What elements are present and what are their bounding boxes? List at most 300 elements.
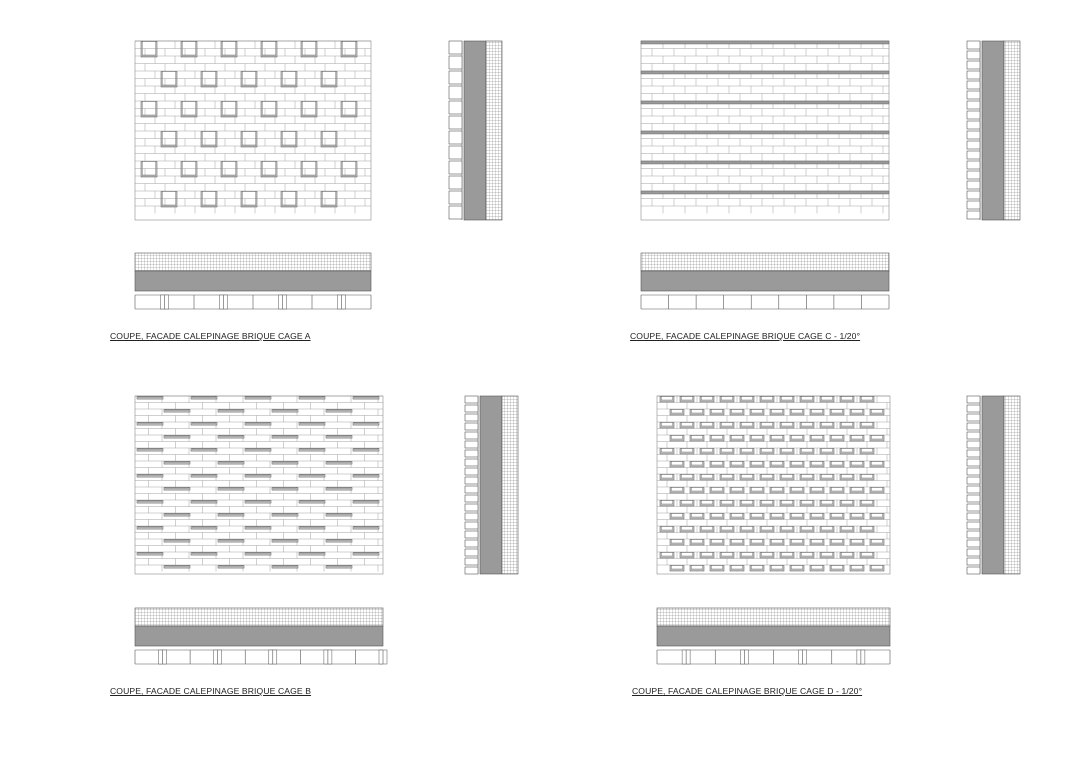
- brick-face: [751, 410, 763, 414]
- insulation-layer: [486, 41, 502, 220]
- brick-face: [342, 102, 356, 116]
- brick-face: [138, 501, 162, 502]
- brick-face: [751, 436, 763, 440]
- brick-face: [322, 192, 336, 206]
- brick-face: [661, 423, 673, 427]
- brick-profile: [967, 468, 980, 475]
- brick-face: [761, 475, 773, 479]
- panel-cage-d: [657, 396, 1020, 664]
- brick-face: [711, 462, 723, 466]
- brick-profile: [967, 101, 980, 109]
- brick-face: [871, 488, 883, 492]
- insulation-band: [657, 608, 890, 626]
- brick-face: [791, 514, 803, 518]
- brick-face: [300, 423, 324, 424]
- brick-face: [731, 566, 743, 570]
- insulation-band: [641, 253, 889, 271]
- brick-face: [661, 397, 673, 401]
- brick-face: [721, 449, 733, 453]
- brick-face: [138, 397, 162, 398]
- brick-face: [327, 436, 351, 437]
- brick-face: [202, 132, 216, 146]
- brick-face: [821, 449, 833, 453]
- brick-face: [811, 436, 823, 440]
- brick-face: [219, 410, 243, 411]
- brick-profile: [967, 558, 980, 565]
- brick-face: [246, 501, 270, 502]
- brick-face: [871, 566, 883, 570]
- brick-face: [701, 475, 713, 479]
- brick-face: [273, 436, 297, 437]
- brick-face: [721, 527, 733, 531]
- brick-face: [741, 397, 753, 401]
- brick-face: [741, 527, 753, 531]
- brick-profile: [465, 522, 478, 529]
- brick-profile: [967, 504, 980, 511]
- brick-face: [273, 540, 297, 541]
- brick-profile: [465, 396, 478, 403]
- brick-face: [731, 514, 743, 518]
- brick-face: [861, 501, 873, 505]
- brick-face: [801, 397, 813, 401]
- brick-face: [302, 42, 316, 56]
- brick-face: [138, 527, 162, 528]
- brick-face: [831, 514, 843, 518]
- brick-face: [851, 410, 863, 414]
- brick-face: [192, 475, 216, 476]
- brick-face: [661, 501, 673, 505]
- brick-profile: [449, 161, 462, 174]
- brick-face: [691, 436, 703, 440]
- brick-profile: [465, 549, 478, 556]
- brick-profile: [967, 540, 980, 547]
- brick-profile: [967, 131, 980, 139]
- brick-profile: [967, 486, 980, 493]
- brick-profile: [465, 504, 478, 511]
- brick-face: [262, 42, 276, 56]
- brick-profile: [967, 41, 980, 49]
- brick-profile: [967, 171, 980, 179]
- brick-face: [731, 462, 743, 466]
- brick-profile: [967, 201, 980, 209]
- brick-face: [711, 566, 723, 570]
- brick-face: [354, 449, 378, 450]
- brick-face: [142, 42, 156, 56]
- brick-profile: [967, 567, 980, 574]
- brick-face: [300, 475, 324, 476]
- brick-face: [761, 501, 773, 505]
- brick-face: [711, 410, 723, 414]
- brick-face: [741, 501, 753, 505]
- brick-face: [831, 436, 843, 440]
- brick-face: [821, 423, 833, 427]
- brick-face: [219, 462, 243, 463]
- brick-profile: [967, 396, 980, 403]
- brick-face: [138, 553, 162, 554]
- brick-face: [761, 449, 773, 453]
- brick-face: [681, 397, 693, 401]
- brick-face: [861, 553, 873, 557]
- brick-profile: [465, 459, 478, 466]
- brick-face: [851, 462, 863, 466]
- caption-cage-b: COUPE, FACADE CALEPINAGE BRIQUE CAGE B: [110, 686, 312, 696]
- brick-face: [691, 566, 703, 570]
- brick-face: [661, 527, 673, 531]
- brick-face: [821, 527, 833, 531]
- brick-face: [322, 72, 336, 86]
- brick-face: [861, 527, 873, 531]
- brick-face: [731, 488, 743, 492]
- brick-face: [671, 566, 683, 570]
- brick-face: [751, 566, 763, 570]
- brick-face: [841, 553, 853, 557]
- brick-face: [701, 423, 713, 427]
- brick-profile: [465, 423, 478, 430]
- brick-face: [192, 423, 216, 424]
- brick-profile: [967, 423, 980, 430]
- concrete-wall: [464, 41, 486, 220]
- brick-face: [791, 540, 803, 544]
- brick-face: [801, 423, 813, 427]
- brick-profile: [967, 141, 980, 149]
- brick-profile: [967, 191, 980, 199]
- panel-cage-c: [641, 41, 1020, 309]
- brick-face: [219, 566, 243, 567]
- brick-profile: [967, 432, 980, 439]
- brick-face: [841, 423, 853, 427]
- brick-face: [791, 566, 803, 570]
- brick-face: [202, 72, 216, 86]
- brick-face: [801, 501, 813, 505]
- brick-face: [811, 540, 823, 544]
- brick-face: [751, 540, 763, 544]
- brick-profile: [967, 522, 980, 529]
- facade-elevation-cage-a: [135, 41, 371, 220]
- brick-face: [165, 462, 189, 463]
- brick-profile: [449, 116, 462, 129]
- brick-profile: [967, 71, 980, 79]
- brick-profile: [967, 211, 980, 219]
- facade-elevation-cage-b: [135, 396, 383, 574]
- panel-cage-b: [135, 396, 518, 664]
- brick-face: [681, 423, 693, 427]
- brick-face: [165, 514, 189, 515]
- brick-face: [691, 514, 703, 518]
- brick-face: [731, 540, 743, 544]
- brick-face: [219, 436, 243, 437]
- brick-face: [781, 501, 793, 505]
- brick-profile: [465, 468, 478, 475]
- brick-face: [262, 102, 276, 116]
- brick-face: [821, 397, 833, 401]
- brick-face: [300, 553, 324, 554]
- brick-face: [246, 527, 270, 528]
- brick-face: [300, 501, 324, 502]
- brick-profile: [465, 558, 478, 565]
- brick-face: [761, 553, 773, 557]
- brick-face: [721, 423, 733, 427]
- brick-profile: [465, 441, 478, 448]
- brick-face: [771, 488, 783, 492]
- brick-profile: [967, 495, 980, 502]
- brick-face: [202, 192, 216, 206]
- brick-face: [691, 410, 703, 414]
- wall-section-vertical-cage-d: [967, 396, 1020, 574]
- brick-face: [192, 527, 216, 528]
- brick-face: [671, 462, 683, 466]
- brick-face: [781, 449, 793, 453]
- brick-face: [851, 514, 863, 518]
- brick-face: [681, 553, 693, 557]
- brick-face: [242, 72, 256, 86]
- brick-face: [671, 410, 683, 414]
- brick-face: [182, 42, 196, 56]
- brick-face: [273, 462, 297, 463]
- brick-face: [771, 462, 783, 466]
- brick-face: [751, 488, 763, 492]
- brick-face: [182, 102, 196, 116]
- brick-face: [282, 72, 296, 86]
- brick-face: [192, 449, 216, 450]
- brick-face: [282, 192, 296, 206]
- brick-face: [138, 423, 162, 424]
- brick-profile: [449, 101, 462, 114]
- wall-section-plan-cage-d: [657, 608, 890, 664]
- brick-face: [831, 540, 843, 544]
- brick-face: [222, 42, 236, 56]
- concrete-band: [641, 271, 889, 291]
- brick-profile: [967, 405, 980, 412]
- brick-face: [138, 449, 162, 450]
- concrete-wall: [982, 41, 1004, 220]
- wall-section-plan-cage-b: [135, 608, 387, 664]
- brick-face: [262, 162, 276, 176]
- wall-section-vertical-cage-c: [967, 41, 1020, 220]
- brick-face: [246, 475, 270, 476]
- brick-face: [192, 397, 216, 398]
- brick-profile: [465, 531, 478, 538]
- brick-face: [831, 488, 843, 492]
- caption-cage-d: COUPE, FACADE CALEPINAGE BRIQUE CAGE D - 1/20°: [632, 686, 863, 696]
- brick-profile: [449, 41, 462, 54]
- brick-face: [841, 475, 853, 479]
- brick-face: [741, 475, 753, 479]
- projecting-brick-course: [641, 131, 889, 134]
- brick-profile: [967, 181, 980, 189]
- brick-face: [165, 566, 189, 567]
- brick-face: [711, 488, 723, 492]
- brick-face: [681, 527, 693, 531]
- brick-face: [222, 162, 236, 176]
- brick-face: [851, 436, 863, 440]
- brick-face: [354, 423, 378, 424]
- brick-face: [300, 527, 324, 528]
- brick-face: [302, 102, 316, 116]
- brick-profile: [967, 531, 980, 538]
- brick-face: [273, 488, 297, 489]
- brick-face: [327, 410, 351, 411]
- brick-face: [711, 514, 723, 518]
- facade-elevation-cage-d: [657, 396, 890, 574]
- brick-profile: [449, 131, 462, 144]
- brick-face: [354, 553, 378, 554]
- brick-face: [801, 449, 813, 453]
- brick-face: [681, 449, 693, 453]
- brick-profile: [967, 477, 980, 484]
- brick-face: [661, 449, 673, 453]
- brick-face: [354, 397, 378, 398]
- brick-face: [342, 162, 356, 176]
- brick-face: [841, 397, 853, 401]
- brick-profile: [465, 432, 478, 439]
- brick-face: [841, 449, 853, 453]
- brick-face: [811, 488, 823, 492]
- brick-profile: [967, 151, 980, 159]
- brick-face: [701, 553, 713, 557]
- brick-face: [701, 501, 713, 505]
- brick-face: [781, 527, 793, 531]
- brick-face: [801, 553, 813, 557]
- brick-face: [273, 514, 297, 515]
- brick-face: [761, 423, 773, 427]
- brick-face: [721, 475, 733, 479]
- brick-face: [831, 462, 843, 466]
- brick-face: [354, 527, 378, 528]
- brick-face: [300, 397, 324, 398]
- brick-profile: [465, 477, 478, 484]
- brick-face: [711, 436, 723, 440]
- brick-face: [327, 488, 351, 489]
- brick-face: [771, 540, 783, 544]
- brick-face: [851, 488, 863, 492]
- brick-face: [731, 410, 743, 414]
- brick-face: [162, 72, 176, 86]
- projecting-brick-course: [641, 41, 889, 44]
- brick-face: [691, 488, 703, 492]
- brick-profile: [967, 61, 980, 69]
- brick-face: [691, 540, 703, 544]
- brick-face: [222, 102, 236, 116]
- concrete-band: [135, 626, 383, 646]
- brick-face: [781, 423, 793, 427]
- brick-face: [300, 449, 324, 450]
- brick-face: [273, 410, 297, 411]
- brick-face: [701, 397, 713, 401]
- brick-profile: [967, 459, 980, 466]
- brick-face: [821, 501, 833, 505]
- brick-profile: [465, 405, 478, 412]
- brick-face: [246, 423, 270, 424]
- wall-section-vertical-cage-b: [465, 396, 518, 574]
- brick-face: [871, 514, 883, 518]
- brick-face: [741, 553, 753, 557]
- brick-face: [791, 436, 803, 440]
- brick-face: [327, 566, 351, 567]
- brick-face: [741, 423, 753, 427]
- brick-face: [711, 540, 723, 544]
- brick-profile: [967, 51, 980, 59]
- brick-profile: [465, 513, 478, 520]
- brick-profile: [465, 540, 478, 547]
- brick-profile: [449, 206, 462, 219]
- brick-face: [192, 553, 216, 554]
- brick-face: [801, 475, 813, 479]
- brick-face: [165, 436, 189, 437]
- brick-face: [781, 475, 793, 479]
- brick-face: [142, 102, 156, 116]
- brick-face: [182, 162, 196, 176]
- brick-face: [162, 192, 176, 206]
- brick-face: [192, 501, 216, 502]
- wall-section-plan-cage-a: [135, 253, 371, 309]
- brick-face: [681, 475, 693, 479]
- brick-face: [831, 566, 843, 570]
- brick-face: [671, 540, 683, 544]
- brick-profile: [967, 91, 980, 99]
- brick-face: [354, 475, 378, 476]
- brick-profile: [465, 450, 478, 457]
- brick-face: [741, 449, 753, 453]
- brick-face: [671, 514, 683, 518]
- brick-face: [851, 566, 863, 570]
- brick-face: [165, 410, 189, 411]
- brick-face: [791, 410, 803, 414]
- brick-face: [327, 462, 351, 463]
- brick-profile: [449, 191, 462, 204]
- brick-face: [771, 436, 783, 440]
- facade-elevation-cage-c: [641, 41, 889, 220]
- brick-face: [791, 488, 803, 492]
- brick-face: [751, 462, 763, 466]
- brick-face: [701, 449, 713, 453]
- brick-face: [821, 475, 833, 479]
- brick-face: [219, 488, 243, 489]
- brick-face: [162, 132, 176, 146]
- brick-profile: [465, 567, 478, 574]
- brick-face: [165, 540, 189, 541]
- brick-face: [282, 132, 296, 146]
- brick-profile: [465, 414, 478, 421]
- brick-face: [327, 514, 351, 515]
- brick-face: [811, 514, 823, 518]
- brick-face: [841, 501, 853, 505]
- wall-section-plan-cage-c: [641, 253, 889, 309]
- brick-profile: [449, 71, 462, 84]
- brick-face: [246, 449, 270, 450]
- brick-face: [701, 527, 713, 531]
- brick-face: [781, 553, 793, 557]
- brick-profile: [449, 56, 462, 69]
- concrete-wall: [982, 396, 1004, 574]
- wall-section-vertical-cage-a: [449, 41, 502, 220]
- brick-face: [342, 42, 356, 56]
- brick-profile: [465, 486, 478, 493]
- brick-face: [871, 436, 883, 440]
- projecting-brick-course: [641, 101, 889, 104]
- brick-face: [861, 475, 873, 479]
- brick-face: [273, 566, 297, 567]
- brick-face: [242, 192, 256, 206]
- brick-profile: [449, 86, 462, 99]
- concrete-band: [657, 626, 890, 646]
- brick-face: [302, 162, 316, 176]
- brick-face: [821, 553, 833, 557]
- brick-profile: [967, 414, 980, 421]
- brick-profile: [967, 81, 980, 89]
- brick-face: [801, 527, 813, 531]
- brick-profile: [967, 161, 980, 169]
- brick-face: [781, 397, 793, 401]
